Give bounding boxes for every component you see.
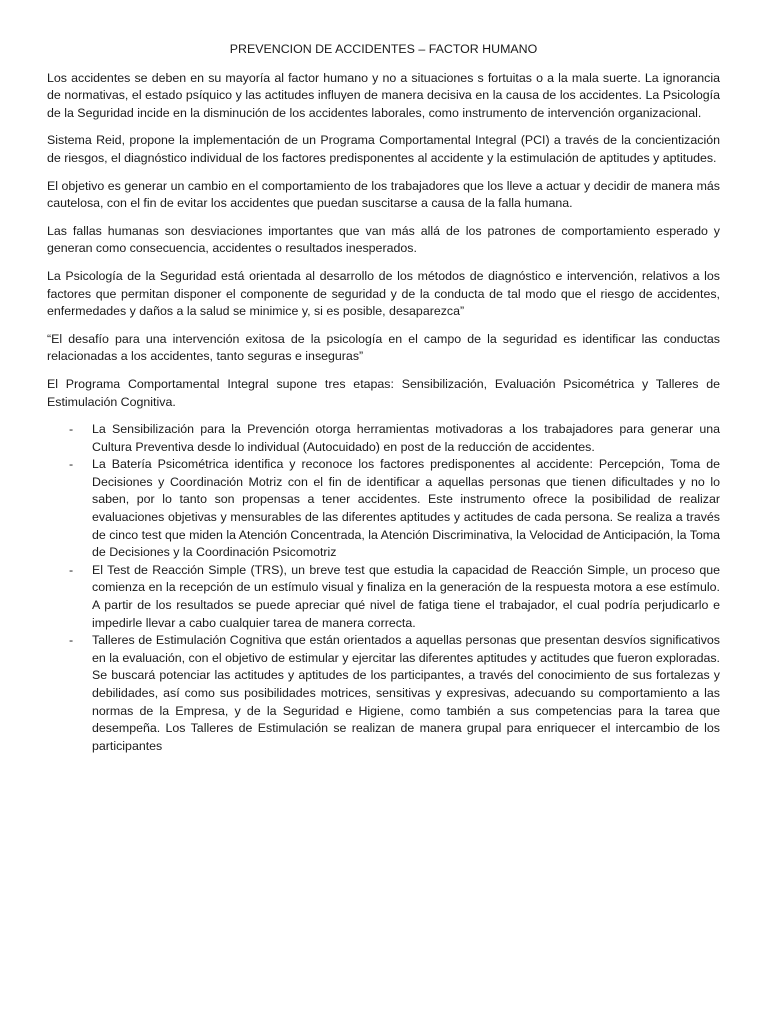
paragraph-etapas: El Programa Comportamental Integral supone tres etapas: Sensibilización, Evaluación Psicométrica y Talleres de Estimulación Cognitiva.	[47, 376, 720, 409]
bullet-marker: -	[69, 422, 74, 437]
document-title: PREVENCION DE ACCIDENTES – FACTOR HUMANO	[229, 42, 538, 56]
list-item-text: Talleres de Estimulación Cognitiva que están orientados a aquellas personas que presentan desvíos significativos en la evaluación, con el objetivo de estimular y ejercitar las diferentes aptitudes y actitudes que fueron exploradas. Se buscará potenciar las actitudes y aptitudes de los participantes, a través del conocimiento de sus fortalezas y debilidades, así como sus posibilidades motrices, sensitivas y expresivas, adecuando su comportamiento a las normas de la Empresa, y de la Seguridad e Higiene, como también a sus competencias para la tarea que desempeña. Los Talleres de Estimulación se realizan de manera grupal para enriquecer el intercambio de los participantes	[92, 633, 720, 753]
paragraph-objetivo: El objetivo es generar un cambio en el comportamiento de los trabajadores que los lleve a actuar y decidir de manera más cautelosa, con el fin de evitar los accidentes que puedan suscitarse a causa de la falla humana.	[47, 178, 720, 211]
bullet-marker: -	[69, 633, 74, 648]
document-body	[47, 41, 720, 755]
paragraph-fallas-humanas: Las fallas humanas son desviaciones importantes que van más allá de los patrones de comportamiento esperado y generan como consecuencia, accidentes o resultados inesperados.	[47, 223, 720, 256]
list-item	[47, 456, 720, 562]
list-item-text: La Batería Psicométrica identifica y reconoce los factores predisponentes al accidente: Percepción, Toma de Decisiones y Coordinación Motriz con el fin de identificar a aquellas personas que tienen dificultades y no lo saben, por lo tanto son propensas a tener accidentes. Este instrumento ofrece la posibilidad de realizar evaluaciones objetivas y mensurables de las diferentes aptitudes y actitudes de cada persona. Se realiza a través de cinco test que miden la Atención Concentrada, la Atención Discriminativa, la Velocidad de Anticipación, la Toma de Decisiones y la Coordinación Psicomotriz	[92, 457, 720, 560]
list-item	[47, 632, 720, 755]
bullet-list	[47, 421, 720, 755]
list-item	[47, 562, 720, 632]
paragraph-psicologia-seguridad: La Psicología de la Seguridad está orientada al desarrollo de los métodos de diagnóstico e intervención, relativos a los factores que permitan disponer el componente de seguridad y de la conducta de tal modo que el riesgo de accidentes, enfermedades y daños a la salud se minimice y, si es posible, desaparezca”	[47, 268, 720, 319]
list-item	[47, 421, 720, 456]
bullet-marker: -	[69, 562, 74, 577]
list-item-text: La Sensibilización para la Prevención otorga herramientas motivadoras a los trabajadores para generar una Cultura Preventiva desde lo individual (Autocuidado) en post de la reducción de accidentes.	[92, 422, 720, 454]
bullet-marker: -	[69, 457, 74, 472]
paragraph-sistema-reid: Sistema Reid, propone la implementación de un Programa Comportamental Integral (PCI) a través de la concientización de riesgos, el diagnóstico individual de los factores predisponentes al accidente y la estimulación de aptitudes y aptitudes.	[47, 133, 720, 165]
paragraph-quote: “El desafío para una intervención exitosa de la psicología en el campo de la seguridad es identificar las conductas relacionadas a los accidentes, tanto seguras e inseguras”	[47, 331, 720, 364]
list-item-text: El Test de Reacción Simple (TRS), un breve test que estudia la capacidad de Reacción Simple, un proceso que comienza en la recepción de un estímulo visual y finaliza en la generación de la respuesta motora a ese estímulo. A partir de los resultados se puede apreciar qué nivel de fatiga tiene el trabajador, el cual podría perjudicarlo e impedirle llevar a cabo cualquier tarea de manera correcta.	[92, 562, 720, 630]
paragraph-intro: Los accidentes se deben en su mayoría al factor humano y no a situaciones s fortuitas o a la mala suerte. La ignorancia de normativas, el estado psíquico y las actitudes influyen de manera decisiva en la causa de los accidentes. La Psicología de la Seguridad incide en la disminución de los accidentes laborales, como instrumento de intervención organizacional.	[47, 70, 720, 120]
